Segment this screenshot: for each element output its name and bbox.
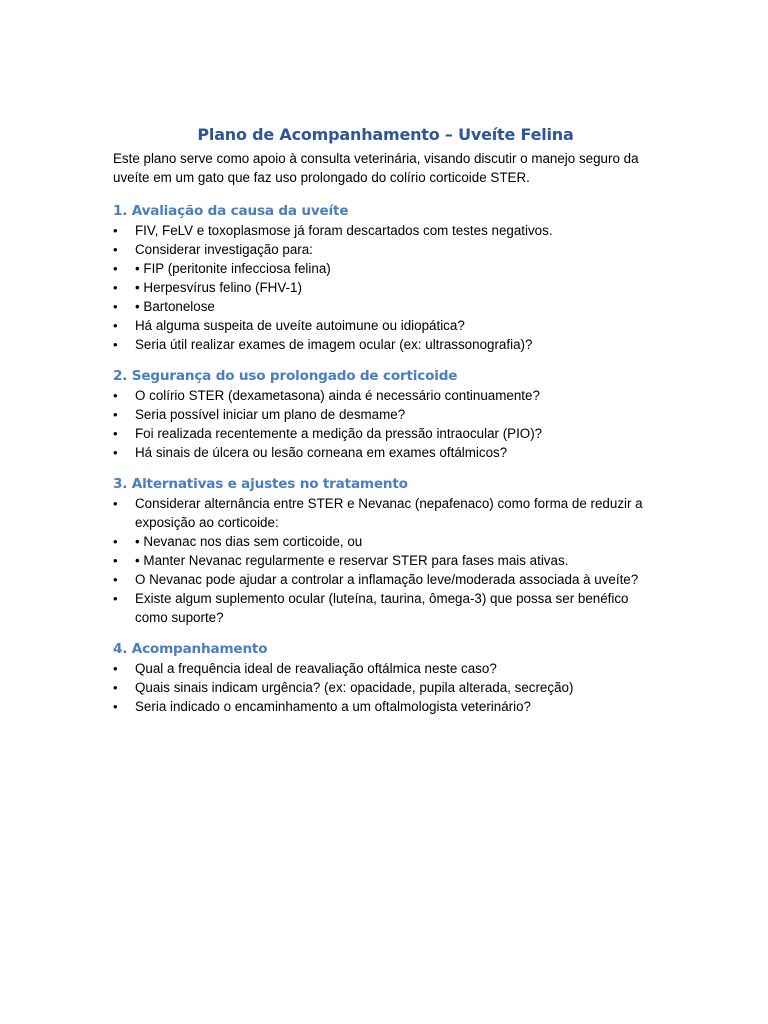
bullet-icon: • — [113, 680, 118, 695]
list-item-text: Existe algum suplemento ocular (luteína, taurina, ômega-3) que possa ser benéfico como suporte? — [135, 591, 629, 625]
list-item — [113, 297, 658, 316]
bullet-icon: • — [113, 534, 118, 549]
list-item — [113, 316, 658, 335]
bullet-icon: • — [113, 496, 118, 511]
list-item — [113, 424, 658, 443]
list-item — [113, 221, 658, 240]
section-heading: 2. Segurança do uso prolongado de corticoide — [113, 368, 458, 384]
bullet-icon: • — [113, 407, 118, 422]
list-item-text: • Bartonelose — [135, 299, 215, 314]
list-item — [113, 570, 658, 589]
list-item — [113, 259, 658, 278]
list-item — [113, 659, 658, 678]
bullet-list — [113, 494, 658, 627]
document-title: Plano de Acompanhamento – Uveíte Felina — [197, 125, 574, 144]
bullet-icon: • — [113, 242, 118, 257]
list-item — [113, 278, 658, 297]
bullet-icon: • — [113, 426, 118, 441]
list-item-text: O colírio STER (dexametasona) ainda é necessário continuamente? — [135, 388, 540, 403]
list-item-text: Foi realizada recentemente a medição da pressão intraocular (PIO)? — [135, 426, 543, 441]
document-page — [113, 122, 658, 728]
list-item-text: • Herpesvírus felino (FHV-1) — [135, 280, 302, 295]
section-causa-uveite — [113, 201, 658, 354]
list-item-text: FIV, FeLV e toxoplasmose já foram descartados com testes negativos. — [135, 223, 553, 238]
bullet-icon: • — [113, 699, 118, 714]
list-item — [113, 532, 658, 551]
bullet-icon: • — [113, 223, 118, 238]
section-acompanhamento — [113, 639, 658, 716]
intro-paragraph: Este plano serve como apoio à consulta veterinária, visando discutir o manejo seguro da uveíte em um gato que faz uso prolongado do colírio corticoide STER. — [113, 151, 639, 185]
list-item-text: Quais sinais indicam urgência? (ex: opacidade, pupila alterada, secreção) — [135, 680, 574, 695]
bullet-icon: • — [113, 445, 118, 460]
section-seguranca-corticoide — [113, 366, 658, 462]
list-item-text: O Nevanac pode ajudar a controlar a inflamação leve/moderada associada à uveíte? — [135, 572, 639, 587]
bullet-icon: • — [113, 661, 118, 676]
bullet-list — [113, 386, 658, 462]
bullet-list — [113, 221, 658, 354]
list-item — [113, 589, 658, 627]
list-item — [113, 335, 658, 354]
bullet-icon: • — [113, 299, 118, 314]
section-heading: 4. Acompanhamento — [113, 641, 268, 657]
section-heading: 3. Alternativas e ajustes no tratamento — [113, 476, 408, 492]
bullet-icon: • — [113, 337, 118, 352]
list-item — [113, 494, 658, 532]
list-item-text: Há alguma suspeita de uveíte autoimune ou idiopática? — [135, 318, 465, 333]
bullet-icon: • — [113, 572, 118, 587]
bullet-icon: • — [113, 388, 118, 403]
list-item-text: Qual a frequência ideal de reavaliação oftálmica neste caso? — [135, 661, 497, 676]
section-heading: 1. Avaliação da causa da uveíte — [113, 203, 349, 219]
bullet-icon: • — [113, 553, 118, 568]
list-item-text: Considerar investigação para: — [135, 242, 313, 257]
list-item — [113, 678, 658, 697]
list-item-text: Seria útil realizar exames de imagem ocular (ex: ultrassonografia)? — [135, 337, 533, 352]
list-item — [113, 240, 658, 259]
list-item-text: Considerar alternância entre STER e Nevanac (nepafenaco) como forma de reduzir a exposição ao corticoide: — [135, 496, 643, 530]
list-item-text: Seria indicado o encaminhamento a um oftalmologista veterinário? — [135, 699, 531, 714]
bullet-icon: • — [113, 318, 118, 333]
bullet-list — [113, 659, 658, 716]
bullet-icon: • — [113, 280, 118, 295]
list-item-text: Seria possível iniciar um plano de desmame? — [135, 407, 406, 422]
bullet-icon: • — [113, 261, 118, 276]
list-item-text: • Manter Nevanac regularmente e reservar STER para fases mais ativas. — [135, 553, 569, 568]
list-item-text: • Nevanac nos dias sem corticoide, ou — [135, 534, 363, 549]
section-alternativas-tratamento — [113, 474, 658, 627]
list-item-text: • FIP (peritonite infecciosa felina) — [135, 261, 331, 276]
list-item-text: Há sinais de úlcera ou lesão corneana em exames oftálmicos? — [135, 445, 508, 460]
list-item — [113, 405, 658, 424]
list-item — [113, 443, 658, 462]
list-item — [113, 386, 658, 405]
bullet-icon: • — [113, 591, 118, 606]
list-item — [113, 551, 658, 570]
list-item — [113, 697, 658, 716]
